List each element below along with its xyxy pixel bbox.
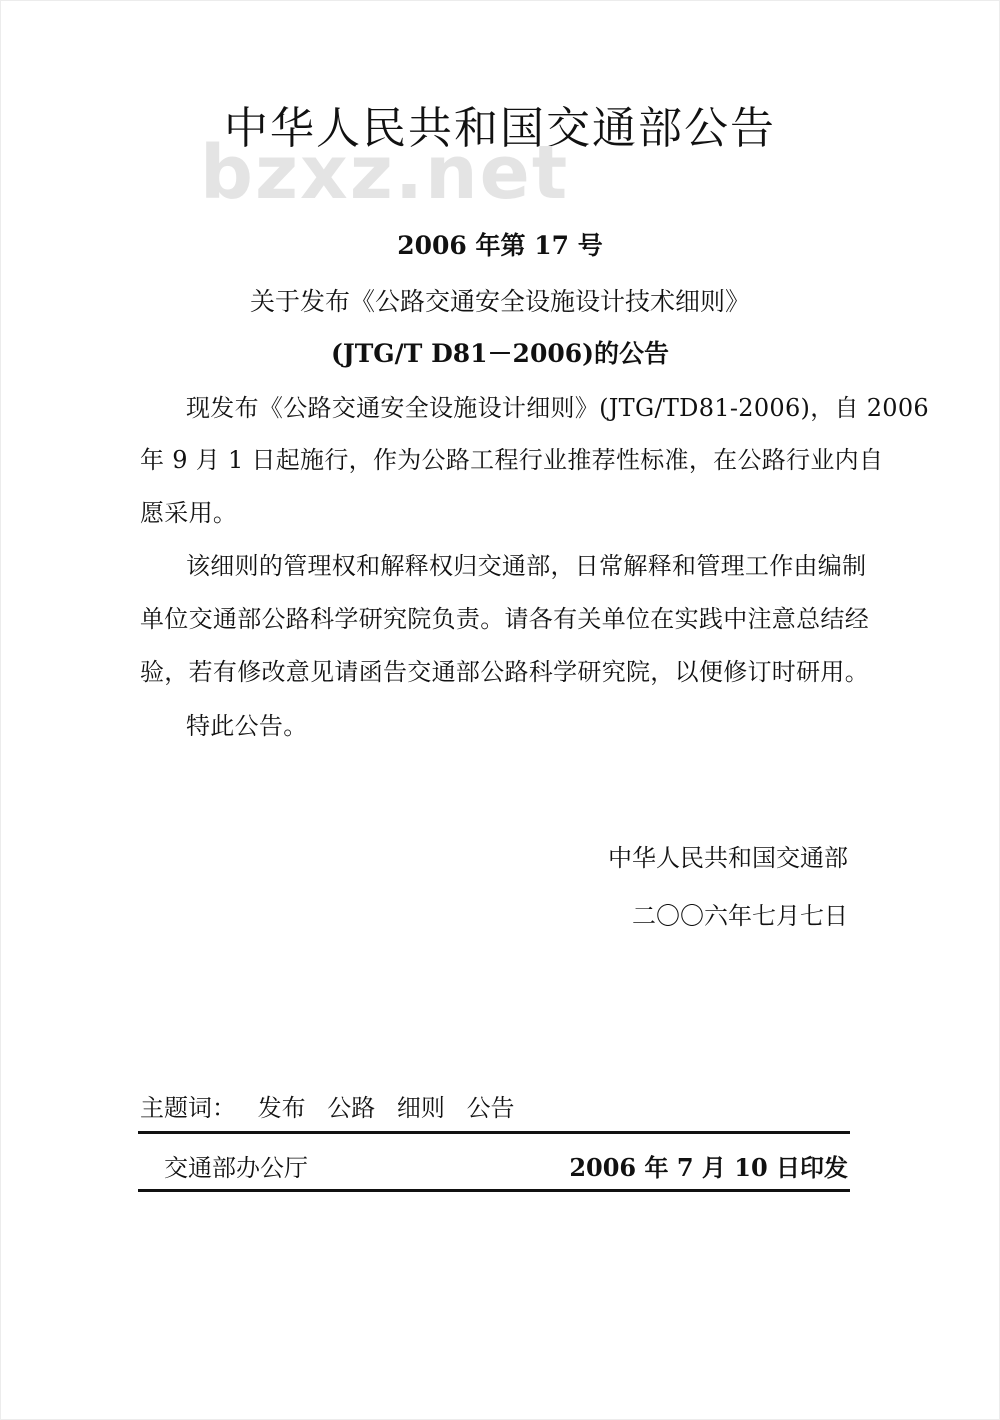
document-number: 2006 年第 17 号 xyxy=(397,231,603,260)
announcement-subtitle-line-1: 关于发布《公路交通安全设施设计技术细则》 xyxy=(249,287,750,316)
body-line: 验，若有修改意见请函告交通部公路科学研究院，以便修订时研用。 xyxy=(140,658,869,686)
footer-top-rule xyxy=(138,1131,850,1134)
document-title: 中华人民共和国交通部公告 xyxy=(224,103,776,154)
keyword: 发布 xyxy=(257,1094,306,1122)
announcement-subtitle-line-2: (JTG/T D81－2006)的公告 xyxy=(331,339,669,368)
body-line: 愿采用。 xyxy=(140,499,238,527)
keyword: 公告 xyxy=(466,1094,515,1122)
closing-line: 特此公告。 xyxy=(186,712,308,740)
keywords-label: 主题词： xyxy=(140,1094,236,1122)
footer-issuer: 交通部办公厅 xyxy=(164,1154,308,1182)
body-line: 单位交通部公路科学研究院负责。请各有关单位在实践中注意总结经 xyxy=(140,605,869,633)
body-line: 现发布《公路交通安全设施设计细则》(JTG/TD81-2006)，自 2006 xyxy=(186,394,929,422)
body-line: 该细则的管理权和解释权归交通部，日常解释和管理工作由编制 xyxy=(186,552,867,580)
signature-organization: 中华人民共和国交通部 xyxy=(608,844,848,872)
keyword: 细则 xyxy=(396,1094,445,1122)
signature-date: 二〇〇六年七月七日 xyxy=(632,902,848,930)
body-line: 年 9 月 1 日起施行，作为公路工程行业推荐性标准，在公路行业内自 xyxy=(140,446,884,474)
watermark: bzxz.net xyxy=(200,130,570,216)
footer-bottom-rule xyxy=(138,1189,850,1192)
footer-print-date: 2006 年 7 月 10 日印发 xyxy=(569,1153,848,1182)
keywords-row xyxy=(140,1088,529,1123)
keyword: 公路 xyxy=(327,1094,376,1122)
